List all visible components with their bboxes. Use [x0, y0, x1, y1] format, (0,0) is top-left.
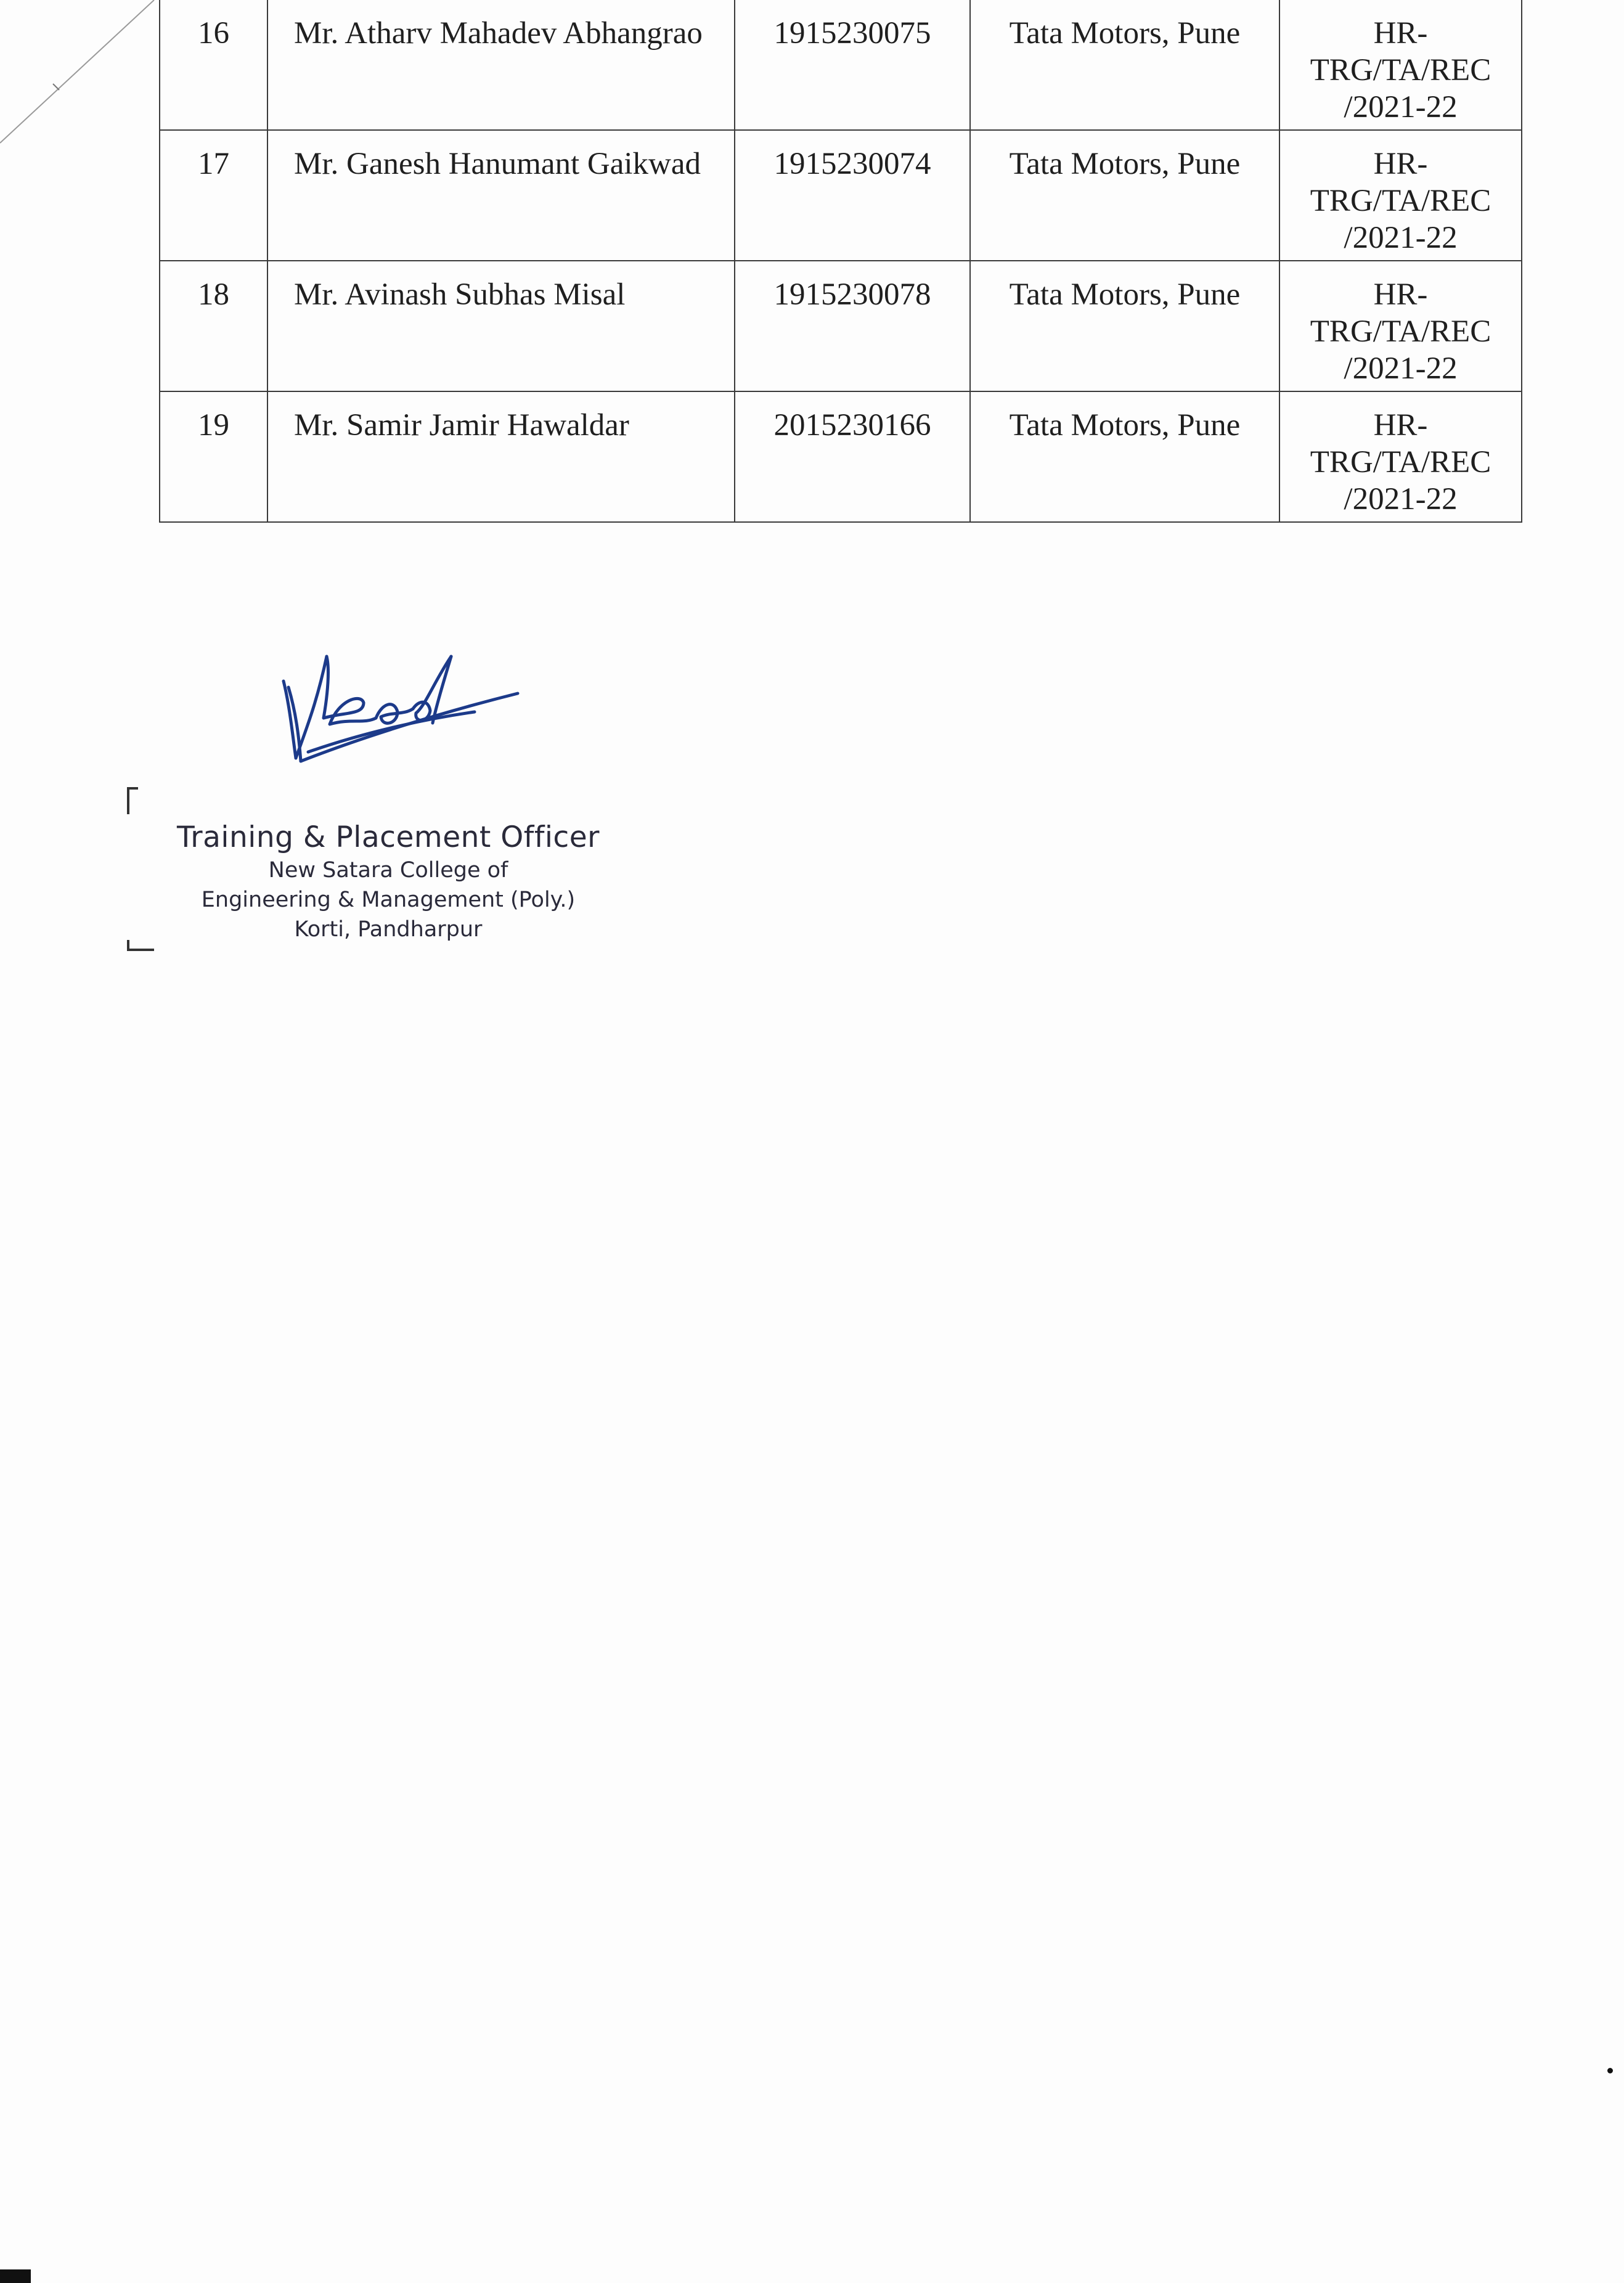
placement-table-container — [159, 0, 1521, 523]
cell-student-name: Mr. Ganesh Hanumant Gaikwad — [267, 130, 735, 261]
officer-stamp — [123, 786, 629, 971]
cell-serial-number: 17 — [160, 130, 267, 261]
cell-company: Tata Motors, Pune — [970, 130, 1279, 261]
table-row — [160, 261, 1522, 391]
cell-serial-number: 18 — [160, 261, 267, 391]
cell-enrollment-number: 2015230166 — [735, 391, 970, 522]
ink-dot — [1607, 2068, 1613, 2073]
cell-enrollment-number: 1915230078 — [735, 261, 970, 391]
cell-student-name: Mr. Avinash Subhas Misal — [267, 261, 735, 391]
cell-serial-number: 16 — [160, 0, 267, 130]
scan-corner-mark — [0, 2269, 31, 2283]
placement-table — [159, 0, 1522, 523]
page-fold-mark — [0, 0, 160, 148]
table-row — [160, 0, 1522, 130]
cell-serial-number: 19 — [160, 391, 267, 522]
cell-reference-number: HR-TRG/TA/REC /2021-22 — [1279, 0, 1522, 130]
cell-company: Tata Motors, Pune — [970, 261, 1279, 391]
cell-company: Tata Motors, Pune — [970, 0, 1279, 130]
stamp-text — [148, 820, 629, 944]
cell-reference-number: HR-TRG/TA/REC /2021-22 — [1279, 391, 1522, 522]
cell-enrollment-number: 1915230075 — [735, 0, 970, 130]
cell-reference-number: HR-TRG/TA/REC /2021-22 — [1279, 130, 1522, 261]
stamp-bracket-top — [127, 787, 138, 814]
cell-company: Tata Motors, Pune — [970, 391, 1279, 522]
cell-reference-number: HR-TRG/TA/REC /2021-22 — [1279, 261, 1522, 391]
stamp-college: New Satara College of — [268, 858, 508, 883]
table-row — [160, 130, 1522, 261]
cell-student-name: Mr. Samir Jamir Hawaldar — [267, 391, 735, 522]
officer-signature — [271, 644, 530, 780]
cell-enrollment-number: 1915230074 — [735, 130, 970, 261]
stamp-location: Korti, Pandharpur — [294, 917, 483, 942]
stamp-title: Training & Placement Officer — [176, 820, 600, 854]
stamp-department: Engineering & Management (Poly.) — [201, 888, 576, 912]
cell-student-name: Mr. Atharv Mahadev Abhangrao — [267, 0, 735, 130]
table-row — [160, 391, 1522, 522]
